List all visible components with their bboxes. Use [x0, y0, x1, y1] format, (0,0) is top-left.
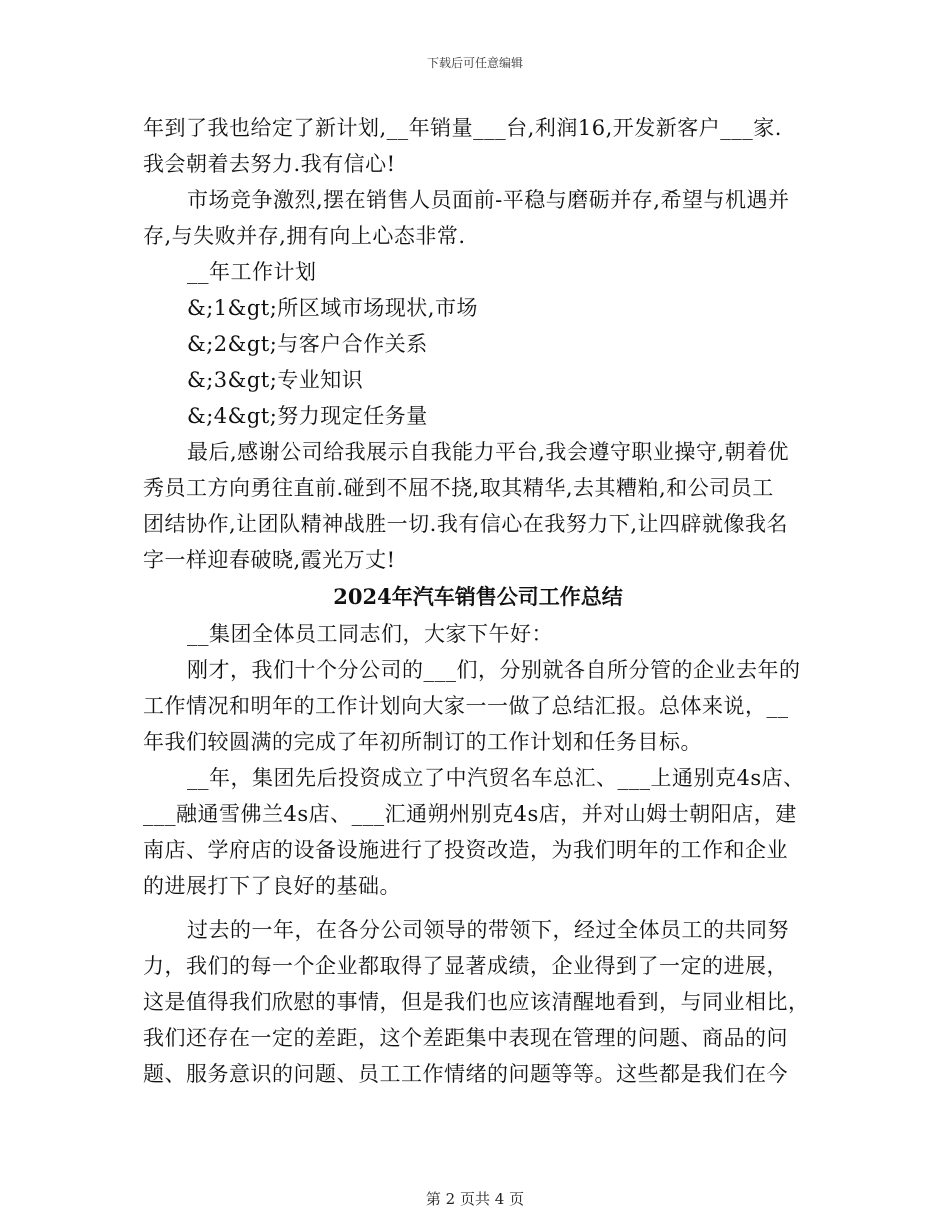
section-heading: __年工作计划 — [187, 260, 317, 284]
text-line: 秀员工方向勇往直前.碰到不屈不挠,取其精华,去其糟粕,和公司员工 — [143, 476, 774, 500]
text-line: ___融通雪佛兰4s店、___汇通朔州别克4s店，并对山姆士朝阳店，建 — [143, 802, 797, 826]
text-line: 存,与失败并存,拥有向上心态非常. — [143, 224, 466, 248]
text-line: 力，我们的每一个企业都取得了显著成绩，企业得到了一定的进展， — [143, 954, 788, 978]
text-line: 市场竞争激烈,摆在销售人员面前-平稳与磨砺并存,希望与机遇并 — [187, 188, 790, 212]
text-line: 年我们较圆满的完成了年初所制订的工作计划和任务目标。 — [143, 730, 702, 754]
text-line: 这是值得我们欣慰的事情，但是我们也应该清醒地看到，与同业相比， — [143, 990, 810, 1014]
text-line: 我会朝着去努力.我有信心! — [143, 152, 396, 176]
text-line: 团结协作,让团队精神战胜一切.我有信心在我努力下,让四辟就像我名 — [143, 512, 789, 536]
page-header: 下载后可任意编辑 — [426, 56, 523, 70]
page-footer: 第 2 页共 4 页 — [425, 1190, 525, 1208]
salutation: __集团全体员工同志们，大家下午好： — [187, 622, 553, 646]
text-line: 过去的一年，在各分公司领导的带领下，经过全体员工的共同努 — [187, 918, 789, 942]
text-line: 题、服务意识的问题、员工工作情绪的问题等等。这些都是我们在今 — [143, 1062, 788, 1086]
list-item: &;4&gt;努力现定任务量 — [187, 404, 428, 428]
text-line: 刚才，我们十个分公司的___们，分别就各自所分管的企业去年的 — [187, 658, 801, 682]
document-title: 2024年汽车销售公司工作总结 — [333, 584, 623, 609]
list-item: &;2&gt;与客户合作关系 — [187, 332, 428, 356]
text-line: 最后,感谢公司给我展示自我能力平台,我会遵守职业操守,朝着优 — [187, 440, 790, 464]
text-line: 年到了我也给定了新计划,__年销量___台,利润16,开发新客户___家. — [143, 116, 782, 140]
text-line: 我们还存在一定的差距，这个差距集中表现在管理的问题、商品的问 — [143, 1026, 788, 1050]
text-line: 的进展打下了良好的基础。 — [143, 874, 401, 898]
document-body — [143, 110, 813, 1092]
text-line: 工作情况和明年的工作计划向大家一一做了总结汇报。总体来说，__ — [143, 694, 789, 718]
list-item: &;3&gt;专业知识 — [187, 368, 364, 392]
text-line: 字一样迎春破晓,霞光万丈! — [143, 548, 396, 572]
list-item: &;1&gt;所区域市场现状,市场 — [187, 296, 478, 320]
text-line: 南店、学府店的设备设施进行了投资改造，为我们明年的工作和企业 — [143, 838, 788, 862]
text-line: __年，集团先后投资成立了中汽贸名车总汇、___上通别克4s店、 — [187, 766, 805, 790]
